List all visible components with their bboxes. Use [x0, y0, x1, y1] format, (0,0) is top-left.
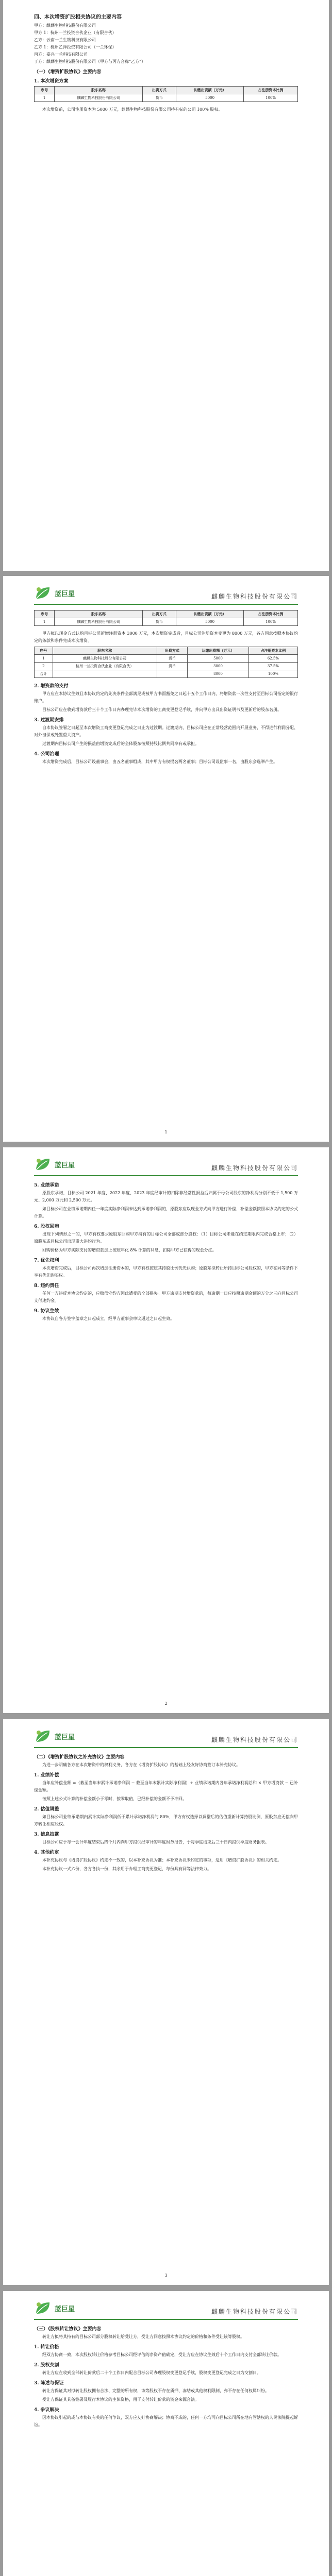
subsection-heading: 3. 过渡期安排 — [34, 718, 64, 723]
table-cell: 8000 — [188, 670, 249, 678]
subsection-heading: 5. 业绩承诺 — [34, 1183, 59, 1188]
table-header-row — [35, 647, 298, 655]
column-header: 认缴出资额（万元） — [176, 87, 244, 94]
text-line: 乙方：云南一兰生物科技有限公司 — [34, 38, 96, 42]
table-cell: 100% — [244, 94, 298, 102]
subsection-heading: 6. 股权回购 — [34, 1224, 59, 1229]
column-header: 占注册资本比例 — [244, 87, 298, 94]
subsection-heading: 2. 股权交割 — [34, 2363, 59, 2368]
text-line: 丁方：麒麟生物科技股份有限公司（甲方与丙方合称“乙方”） — [34, 59, 146, 64]
page — [3, 576, 329, 1142]
table-cell: 麒麟生物科技股份有限公司 — [53, 655, 157, 663]
paragraph: 因本协议引起的或与本协议有关的任何争议，双方应友好协商解决；协商不成的，任何一方均可向目标公司所在地有管辖权的人民法院提起诉讼。 — [34, 2415, 298, 2427]
paragraph: 受让方保证其具备签署及履行本协议的主体资格，用于支付转让价款的资金来源合法。 — [42, 2397, 199, 2402]
page — [3, 1147, 329, 1713]
table-row — [35, 663, 298, 670]
column-header: 股东名称 — [55, 611, 142, 618]
subsection-heading: 3. 信息披露 — [34, 1832, 59, 1837]
subsection-heading: 4. 争议解决 — [34, 2408, 59, 2413]
subsection-heading: 2. 估值调整 — [34, 1807, 59, 1812]
paragraph: 本补充协议与《增资扩股协议》约定不一致的，以本补充协议为准；本补充协议未约定的事项，适用《增资扩股协议》的相关约定。 — [42, 1858, 281, 1862]
column-header: 序号 — [35, 647, 53, 655]
subsection-heading: 8. 违约责任 — [34, 1283, 59, 1289]
column-header: 股东名称 — [55, 87, 142, 94]
paragraph: 自本协议签署之日起至本次增资工商变更登记完成之日止为过渡期。过渡期内，目标公司应在正常经营范围内开展业务，不得进行利润分配、对外担保或处置重大资产。 — [34, 725, 298, 737]
paragraph: 回购价格为甲方实际支付的增资款加上按照年化 8% 计算的利息，扣除甲方已获得的现金分红。 — [42, 1248, 217, 1252]
column-header: 序号 — [35, 611, 55, 618]
paragraph: 本次增资完成后，目标公司再次增加注册资本的，甲方有权按照其持股比例优先认购；原股东拟转让所持目标公司股权的，甲方在同等条件下享有优先购买权。 — [34, 1266, 298, 1278]
logo-text: 蓝巨星 — [55, 2305, 75, 2313]
page-header — [34, 2300, 298, 2320]
table-cell: 5000 — [176, 94, 244, 102]
paragraph: 本次增资前，公司注册资本为 5000 万元，麒麟生物科技股份有限公司持有标的公司 100% 股权。 — [42, 107, 223, 112]
table-cell: 货币 — [142, 618, 176, 626]
paragraph: 经双方协商一致，本次股权转让价格参考目标公司经评估的净资产值确定，受让方应在协议生效后十个工作日内支付全部转让价款。 — [42, 2352, 281, 2357]
table-cell: 货币 — [142, 94, 176, 102]
column-header: 股东名称 — [53, 647, 157, 655]
column-header: 占注册资本比例 — [244, 611, 298, 618]
table-cell: 货币 — [157, 663, 187, 670]
paragraph: 甲方拟以现金方式认购目标公司新增注册资本 3000 万元，本次增资完成后，目标公司注册资本变更为 8000 万元，各方同意按照本协议约定的条款和条件完成本次增资。 — [34, 631, 298, 643]
leaf-logo-icon — [34, 585, 52, 601]
subsection-heading: 4. 公司治理 — [34, 752, 59, 757]
paragraph: 本协议自各方签字盖章之日起成立，经甲方董事会审议通过之日起生效。 — [42, 1316, 174, 1321]
data-table — [34, 647, 298, 678]
page — [3, 0, 329, 571]
table-row — [35, 670, 298, 678]
text-line: 丙方：嘉兴一兰科技有限公司 — [34, 52, 88, 57]
table-cell: 麒麟生物科技股份有限公司 — [55, 618, 142, 626]
page-header — [34, 1157, 298, 1176]
subsection-heading: 1. 业绩补偿 — [34, 1773, 59, 1778]
logo — [34, 1157, 75, 1172]
table-cell: 杭州一兰投资合伙企业（有限合伙） — [53, 663, 157, 670]
subsection-heading: 4. 其他约定 — [34, 1850, 59, 1855]
table-row — [35, 94, 298, 102]
table-cell — [53, 670, 157, 678]
text-line: 甲方 1：杭州一兰投资合伙企业（有限合伙） — [34, 30, 117, 35]
table-cell: 3000 — [188, 663, 249, 670]
subsection-heading: 7. 优先权利 — [34, 1258, 59, 1263]
company-name: 麒麟生物科技股份有限公司 — [211, 593, 298, 600]
paragraph: 转让方保证其对拟转让股权拥有合法、完整的所有权，该等股权不存在质押、冻结或其他权利限制，亦不存在任何权属纠纷。 — [42, 2388, 269, 2393]
subsection-heading: 1. 转让价格 — [34, 2345, 59, 2350]
column-header: 认缴出资额（万元） — [188, 647, 249, 655]
page — [3, 2291, 329, 2576]
page — [3, 1719, 329, 2285]
table-row — [35, 655, 298, 663]
paragraph: 转让方应在收到全部转让价款后二十个工作日内配合目标公司办理股权变更登记手续，股权变更登记完成之日为交割日。 — [42, 2370, 261, 2375]
table-cell: 1 — [35, 618, 55, 626]
paragraph: 当年应补偿金额 =（截至当年末累计承诺净利润 − 截至当年末累计实际净利润）÷ 业绩承诺期内各年承诺净利润总和 × 甲方增资款 − 已补偿金额。 — [34, 1781, 298, 1792]
section-heading: 四、本次增资扩股相关协议的主要内容 — [34, 14, 122, 20]
paragraph: 甲方应在本协议生效且本协议约定的先决条件全部满足或被甲方书面豁免之日起十五个工作日内，将增资款一次性支付至目标公司指定的银行账户。 — [34, 691, 298, 703]
table-cell: 5000 — [188, 655, 249, 663]
logo-text: 蓝巨星 — [55, 1733, 75, 1741]
text-line: 甲方：麒麟生物科技股份有限公司 — [34, 23, 96, 28]
paragraph: 转让方拟将其持有的目标公司部分股权转让给受让方，受让方同意按照本协议约定的价格和条件受让该等股权。 — [42, 2334, 244, 2339]
logo — [34, 585, 75, 601]
company-name: 麒麟生物科技股份有限公司 — [211, 2308, 298, 2315]
table-cell: 1 — [35, 94, 55, 102]
page-number: 2 — [164, 1701, 168, 1706]
column-header: 认缴出资额（万元） — [176, 611, 244, 618]
table-cell: 37.5% — [248, 663, 297, 670]
table-cell: 麒麟生物科技股份有限公司 — [55, 94, 142, 102]
subsection-heading: 1. 本次增资方案 — [34, 79, 69, 84]
company-name: 麒麟生物科技股份有限公司 — [211, 1164, 298, 1172]
table-row — [35, 618, 298, 626]
table-cell: 100% — [248, 670, 297, 678]
paragraph: 按照上述公式计算的补偿金额小于零时，按零取值，已经补偿的金额不予冲回。 — [42, 1797, 187, 1801]
logo — [34, 1728, 75, 1744]
table-cell: 合计 — [35, 670, 53, 678]
page-number: 1 — [164, 1130, 168, 1134]
table-header-row — [35, 611, 298, 618]
paragraph: 原股东承诺，目标公司 2021 年度、2022 年度、2023 年度经审计的扣除非经常性损益后归属于母公司股东的净利润分别不低于 1,500 万元、2,000 万元和 2,500 万元。 — [34, 1191, 298, 1202]
data-table — [34, 610, 298, 626]
leaf-logo-icon — [34, 2300, 52, 2316]
table-cell: 62.5% — [248, 655, 297, 663]
paragraph: 本次增资完成后，目标公司设董事会，由五名董事组成，其中甲方有权提名两名董事；目标公司设监事一名，由股东会选举产生。 — [42, 759, 277, 764]
table-cell: 货币 — [157, 655, 187, 663]
paragraph: 本补充协议一式六份，各方各执一份，其余用于办理工商变更登记，每份具有同等法律效力。 — [42, 1867, 211, 1871]
leaf-logo-icon — [34, 1728, 52, 1744]
paragraph: 为进一步明确各方在本次增资中的权利义务，各方在《增资扩股协议》的基础上经友好协商签订本补充协议。 — [42, 1762, 240, 1767]
table-cell — [157, 670, 187, 678]
table-cell: 5000 — [176, 618, 244, 626]
subsection-heading: （一）《增资扩股协议》主要内容 — [34, 70, 102, 75]
paragraph: 目标公司应在收到增资款后三十个工作日内办理完毕本次增资的工商变更登记手续，并向甲方出具出资证明书及更新后的股东名册。 — [42, 707, 281, 712]
leaf-logo-icon — [34, 1157, 52, 1172]
page-header — [34, 1728, 298, 1748]
column-header: 出资方式 — [142, 87, 176, 94]
column-header: 出资方式 — [157, 647, 187, 655]
paragraph: 如目标公司在业绩承诺期内任一年度实际净利润未达到承诺净利润的，原股东应以现金方式向甲方进行补偿，补偿金额按照本协议约定的公式计算。 — [34, 1207, 298, 1218]
paragraph: 出现下列情形之一的，甲方有权要求原股东回购甲方持有的目标公司全部或部分股权：（1）目标公司未能在约定期限内完成合格上市；（2）原股东或目标公司出现重大违约行为。 — [34, 1232, 298, 1244]
paragraph: 如目标公司业绩承诺期内累计实际净利润低于累计承诺净利润的 80%，甲方有权选择以调整后的估值重新计算持股比例，原股东应无偿向甲方转让相应股权。 — [34, 1815, 298, 1826]
paragraph: 过渡期内目标公司产生的损益由增资完成后的全体股东按照持股比例共同享有或承担。 — [42, 741, 199, 746]
subsection-heading: 9. 协议生效 — [34, 1309, 59, 1314]
subsection-heading: 2. 增资款的支付 — [34, 684, 69, 689]
column-header: 序号 — [35, 87, 55, 94]
text-line: 乙方 1：杭州乙泽投资有限公司（一兰环保） — [34, 45, 117, 49]
table-cell: 100% — [244, 618, 298, 626]
paragraph: 任何一方违反本协议约定的，应赔偿守约方因此遭受的全部损失。甲方逾期支付增资款的，每逾期一日应按照逾期金额的万分之三向目标公司支付违约金。 — [34, 1291, 298, 1303]
column-header: 占注册资本比例 — [248, 647, 297, 655]
logo — [34, 2300, 75, 2316]
page-number: 3 — [164, 2273, 168, 2278]
paragraph: 目标公司应于每一会计年度结束后四个月内向甲方提供经审计的年度财务报告，于每季度结束后三十日内提供季度财务报表。 — [42, 1840, 269, 1844]
subsection-heading: （三）《股权转让协议》主要内容 — [34, 2327, 102, 2332]
table-header-row — [35, 87, 298, 94]
logo-text: 蓝巨星 — [55, 1161, 75, 1170]
logo-text: 蓝巨星 — [55, 590, 75, 598]
data-table — [34, 86, 298, 102]
page-header — [34, 585, 298, 605]
table-cell: 2 — [35, 663, 53, 670]
subsection-heading: 3. 陈述与保证 — [34, 2381, 64, 2386]
subsection-heading: （二）《增资扩股协议之补充协议》主要内容 — [34, 1755, 125, 1760]
table-cell: 1 — [35, 655, 53, 663]
company-name: 麒麟生物科技股份有限公司 — [211, 1736, 298, 1743]
column-header: 出资方式 — [142, 611, 176, 618]
